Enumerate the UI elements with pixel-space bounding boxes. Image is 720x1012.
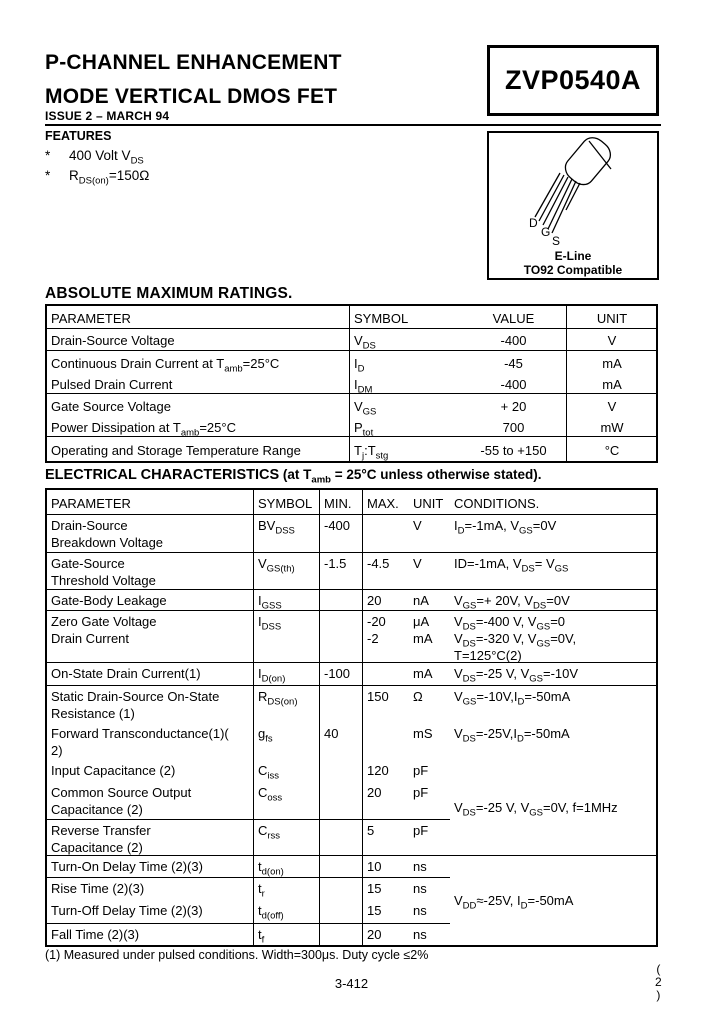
to92-package-icon: [489, 133, 657, 245]
ec-unit: μA mA: [409, 611, 450, 663]
amr-value: -45: [460, 351, 567, 373]
side-mark: (: [656, 962, 661, 976]
ec-unit: nA: [409, 590, 450, 611]
ec-col-parameter: PARAMETER: [47, 490, 254, 515]
ec-conditions-switching: $V_{DD}\approx-25V$, $I_D=-50mA$: [454, 893, 574, 912]
ec-col-max: MAX.: [363, 490, 409, 515]
issue-line: ISSUE 2 – MARCH 94: [45, 109, 170, 123]
ec-max: [363, 723, 409, 760]
ec-col-unit: UNIT: [409, 490, 450, 515]
ec-symbol: $t_{d(off)}$: [254, 900, 320, 924]
feature-item: [45, 146, 149, 166]
feature-text: $R_{DS(on)}=150\Omega$: [69, 168, 150, 187]
ec-max: 20: [367, 927, 382, 942]
ec-symbol: $t_f$: [254, 924, 320, 945]
ec-conditions: $V_{DS}=-25V,I_D=-50mA$: [454, 726, 570, 745]
ec-unit: V: [409, 515, 450, 553]
amr-symbol: $V_{GS}$: [354, 398, 377, 416]
package-name: E-Line: [554, 249, 592, 263]
ec-symbol: $V_{GS(th)}$: [254, 553, 320, 590]
ec-unit: V: [409, 553, 450, 590]
ec-max: 20: [363, 590, 409, 611]
ec-min: -100: [320, 663, 363, 686]
ec-unit: pF: [413, 763, 429, 778]
ec-unit: ns: [409, 856, 450, 878]
amr-parameter: Continuous Drain Current at $T_{amb}=25^\circ C$: [47, 351, 350, 373]
title-line-2: MODE VERTICAL DMOS FET: [45, 85, 338, 108]
feature-item: [45, 166, 149, 186]
pin-label-g: G: [541, 225, 551, 239]
ec-unit: pF: [409, 782, 450, 820]
amr-parameter: Drain-Source Voltage: [47, 329, 350, 351]
ec-col-conditions: CONDITIONS.: [450, 490, 656, 515]
ec-min: [320, 760, 363, 782]
feature-bullet: *: [45, 168, 51, 183]
page-number: 3-412: [334, 976, 369, 991]
ec-symbol: $I_{D(on)}$: [254, 663, 320, 686]
ec-symbol: $R_{DS(on)}$: [254, 686, 320, 723]
ec-max: 5: [363, 820, 409, 856]
ec-min: [320, 924, 363, 945]
amr-value: -400: [460, 329, 567, 351]
title-line-1: P-CHANNEL ENHANCEMENT: [45, 51, 342, 74]
ec-min: [320, 782, 363, 820]
ec-conditions: $V_{DS}=-25$ V, $V_{GS}=-10V$: [450, 663, 656, 686]
ec-max: [363, 515, 409, 553]
ec-max: 15: [367, 881, 382, 896]
amr-value: -400: [460, 373, 567, 394]
feature-text: 400 Volt $V_{DS}$: [69, 148, 144, 167]
feature-bullet: *: [45, 148, 51, 163]
side-marks: [655, 963, 662, 1002]
ec-parameter: On-State Drain Current(1): [47, 663, 254, 686]
ec-max: -4.5: [363, 553, 409, 590]
ec-unit: ns: [413, 927, 427, 942]
ec-heading-main: ELECTRICAL CHARACTERISTICS: [45, 467, 280, 483]
ec-parameter: Turn-Off Delay Time (2)(3): [47, 900, 254, 924]
header-rule: [45, 124, 661, 126]
ec-max: 20: [363, 782, 409, 820]
part-number-box: [487, 45, 659, 116]
amr-col-value: VALUE: [460, 306, 567, 329]
page-title: [45, 46, 342, 114]
ec-min: [320, 820, 363, 856]
ec-max: 120: [367, 763, 389, 778]
package-compat: TO92 Compatible: [523, 263, 623, 277]
ec-parameter: Gate-Body Leakage: [47, 590, 254, 611]
ec-heading: [45, 467, 542, 486]
ec-conditions: $V_{DS}=-400$ V, $V_{GS}=0$ $V_{DS}=-320$ V, $V_{GS}=0V$, T=125°C(2): [450, 611, 656, 663]
ec-min: -1.5: [320, 553, 363, 590]
ec-conditions-capacitance: $V_{DS}=-25$ V, $V_{GS}=0V$, f=1MHz: [450, 760, 656, 856]
ec-symbol: $t_{d(on)}$: [254, 856, 320, 878]
footnote: (1) Measured under pulsed conditions. Width=300μs. Duty cycle ≤2%: [45, 948, 429, 962]
side-mark: 2: [655, 975, 662, 989]
ec-parameter: Static Drain-Source On-State Resistance (1): [47, 686, 254, 723]
amr-symbol: $I_{DM}$: [350, 373, 460, 394]
amr-symbol: $V_{DS}$: [350, 329, 460, 351]
ec-symbol: $t_r$: [254, 878, 320, 900]
ec-max: 15: [363, 900, 409, 924]
ec-col-symbol: SYMBOL: [254, 490, 320, 515]
amr-value: + 20: [460, 394, 567, 416]
amr-unit: mA: [602, 355, 622, 371]
ec-conditions: $V_{GS}=+ 20V$, $V_{DS}=0V$: [450, 590, 656, 611]
amr-col-symbol: SYMBOL: [350, 306, 460, 329]
ec-parameter: Drain-Source Breakdown Voltage: [47, 515, 254, 553]
ec-min: [320, 900, 363, 924]
ec-symbol: $g_{fs}$: [254, 723, 320, 760]
ec-min: 40: [320, 723, 363, 760]
ec-unit: mS: [413, 726, 433, 741]
amr-table: [45, 304, 658, 463]
amr-parameter: Pulsed Drain Current: [47, 373, 350, 394]
ec-parameter: Gate-Source Threshold Voltage: [47, 553, 254, 590]
amr-symbol: $P_{tot}$: [350, 416, 460, 437]
features-heading: FEATURES: [45, 129, 112, 143]
ec-min: [320, 856, 363, 878]
ec-symbol: $C_{iss}$: [254, 760, 320, 782]
ec-min: [320, 878, 363, 900]
ec-symbol: $C_{oss}$: [254, 782, 320, 820]
ec-parameter: Common Source Output Capacitance (2): [47, 782, 254, 820]
ec-unit: Ω: [413, 689, 423, 704]
amr-unit: mA: [567, 373, 656, 394]
ec-parameter: Zero Gate Voltage Drain Current: [47, 611, 254, 663]
amr-col-parameter: PARAMETER: [47, 306, 350, 329]
ec-symbol: $I_{GSS}$: [254, 590, 320, 611]
features-list: [45, 146, 149, 186]
amr-parameter: Gate Source Voltage: [47, 394, 350, 416]
ec-symbol: $C_{rss}$: [254, 820, 320, 856]
ec-heading-sub: (at $T_{amb} = 25^\circ C$ unless otherwise stated).: [279, 467, 542, 486]
amr-unit: V: [567, 329, 656, 351]
ec-max: [363, 663, 409, 686]
ec-parameter: Fall Time (2)(3): [47, 924, 254, 945]
ec-max: -20 -2: [363, 611, 409, 663]
ec-table: [45, 488, 658, 947]
amr-unit: V: [607, 398, 617, 414]
pin-label-s: S: [552, 234, 561, 245]
ec-parameter: Turn-On Delay Time (2)(3): [47, 856, 254, 878]
ec-symbol: $BV_{DSS}$: [254, 515, 320, 553]
part-number: ZVP0540A: [504, 65, 642, 95]
amr-parameter: Operating and Storage Temperature Range: [47, 437, 350, 461]
ec-parameter: Forward Transconductance(1)( 2): [47, 723, 254, 760]
amr-unit: °C: [604, 442, 620, 458]
ec-unit: ns: [413, 881, 427, 896]
amr-symbol: $I_D$: [354, 355, 365, 373]
ec-unit: pF: [409, 820, 450, 856]
ec-parameter: Reverse Transfer Capacitance (2): [47, 820, 254, 856]
ec-min: [320, 686, 363, 723]
ec-parameter: Input Capacitance (2): [47, 760, 254, 782]
ec-conditions: $V_{GS}=-10V,I_D=-50mA$: [454, 689, 571, 708]
ec-parameter: Rise Time (2)(3): [47, 878, 254, 900]
ec-symbol: $I_{DSS}$: [254, 611, 320, 663]
amr-value: 700: [460, 416, 567, 437]
ec-col-min: MIN.: [320, 490, 363, 515]
ec-min: -400: [320, 515, 363, 553]
package-box: [487, 131, 659, 280]
side-mark: ): [656, 988, 661, 1002]
pin-label-d: D: [529, 216, 538, 230]
ec-min: [320, 611, 363, 663]
ec-conditions: $I_D=-1mA$, $V_{GS}=0V$: [450, 515, 656, 553]
ec-min: [320, 590, 363, 611]
amr-heading: ABSOLUTE MAXIMUM RATINGS.: [45, 285, 293, 302]
amr-parameter: Power Dissipation at $T_{amb}=25^\circ C$: [47, 416, 350, 437]
ec-max: 150: [367, 689, 389, 704]
amr-value: -55 to +150: [460, 437, 567, 461]
ec-unit: mA: [409, 663, 450, 686]
ec-unit: ns: [409, 900, 450, 924]
amr-unit: mW: [567, 416, 656, 437]
ec-max: 10: [363, 856, 409, 878]
ec-conditions: ID=-1mA, $V_{DS}= V_{GS}$: [450, 553, 656, 590]
amr-symbol: $T_j:T_{stg}$: [354, 442, 389, 461]
amr-col-unit: UNIT: [567, 306, 656, 329]
